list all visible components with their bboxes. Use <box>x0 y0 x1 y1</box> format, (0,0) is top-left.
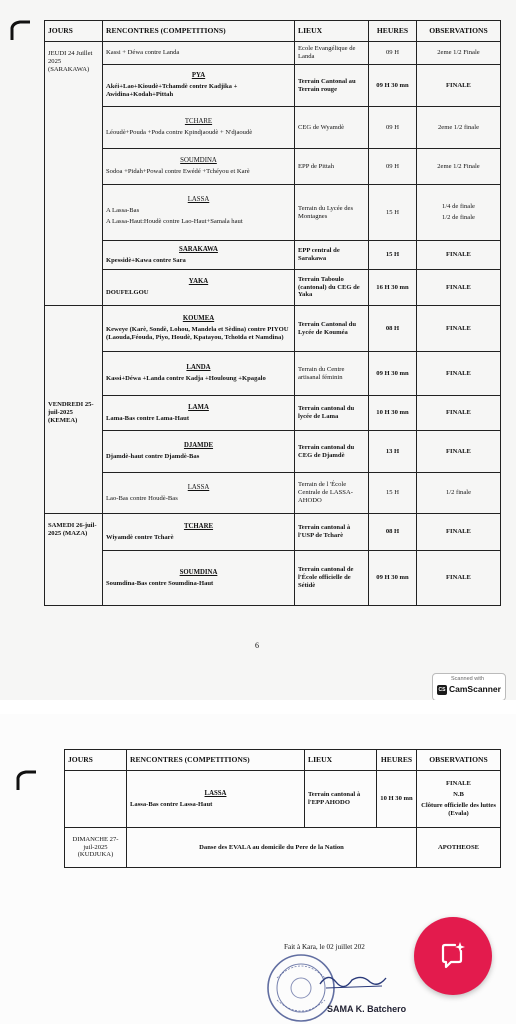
camscanner-logo-icon: CS <box>438 687 446 693</box>
day-cell-jeudi: JEUDI 24 Juillet 2025 (SARAKAWA) <box>45 42 103 306</box>
lieu-cell: EPP central de Sarakawa <box>295 241 369 270</box>
heure-cell: 15 H <box>369 473 417 514</box>
heure-cell: 08 H <box>369 306 417 352</box>
header-observations: OBSERVATIONS <box>417 21 501 42</box>
match-cell: TCHARE Wiyamdè contre Tcharè <box>103 514 295 551</box>
canton-label: LANDA <box>186 364 211 372</box>
canton-label: YAKA <box>188 278 209 286</box>
camscanner-brand: CamScanner <box>449 684 501 694</box>
canton-label: TCHARE <box>184 118 213 126</box>
header-heures: HEURES <box>377 750 417 771</box>
day-cell-dimanche: DIMANCHE 27-juil-2025 (KUDJUKA) <box>65 828 127 868</box>
obs-cell: 1/2 finale <box>417 473 501 514</box>
canton-label: SOUMDINA <box>179 568 218 576</box>
canton-label: LASSA <box>204 789 227 797</box>
heure-cell: 10 H 30 mn <box>369 396 417 431</box>
match-cell: LAMA Lama-Bas contre Lama-Haut <box>103 396 295 431</box>
obs-cell: FINALE <box>417 431 501 473</box>
heure-cell: 08 H <box>369 514 417 551</box>
lieu-cell: Terrain cantonal de l'École officielle de Sétidè <box>295 551 369 606</box>
table-row <box>45 306 501 352</box>
table-row <box>45 352 501 396</box>
handwritten-signature-icon <box>318 970 388 992</box>
canton-label: SARAKAWA <box>179 245 218 253</box>
heure-cell: 09 H 30 mn <box>369 352 417 396</box>
day-cell-empty <box>65 771 127 828</box>
canton-label: LASSA <box>187 483 210 491</box>
header-rencontres: RENCONTRES (COMPETITIONS) <box>103 21 295 42</box>
sparkle-message-icon <box>438 941 468 971</box>
header-heures: HEURES <box>369 21 417 42</box>
match-cell: LASSA A Lassa-Bas A Lassa-Haut:Houdè contre Lao-Haut+Samala haut <box>103 185 295 241</box>
obs-cell: FINALE <box>417 514 501 551</box>
header-lieux: LIEUX <box>295 21 369 42</box>
obs-cell: FINALE N.B Clôture officielle des luttes (Evala) <box>417 771 501 828</box>
table-row <box>45 431 501 473</box>
match-cell: SOUMDINA Soumdina-Bas contre Soumdina-Haut <box>103 551 295 606</box>
obs-cell: FINALE <box>417 306 501 352</box>
table-row <box>65 771 501 828</box>
lieu-cell: Terrain Cantonal du Lycée de Kouméa <box>295 306 369 352</box>
obs-cell: FINALE <box>417 352 501 396</box>
table-row <box>45 42 501 65</box>
table-row <box>45 473 501 514</box>
match-cell: LANDA Kassi+Déwa +Landa contre Kadja +Houloung +Kpagalo <box>103 352 295 396</box>
corner-bracket-mark <box>10 20 32 42</box>
match-cell: TCHARE Léoudè+Pouda +Poda contre Kpindjaoudè + N'djaoudè <box>103 107 295 149</box>
lieu-cell: Terrain Taboulo (cantonal) du CEG de Yaka <box>295 270 369 306</box>
obs-cell: FINALE <box>417 551 501 606</box>
table-row <box>45 149 501 185</box>
obs-cell: FINALE <box>417 65 501 107</box>
match-cell: KOUMEA Keweye (Karè, Sondè, Lohou, Mandela et Sèdina) contre PIYOU (Laouda,Féouda, Piyo, Houdè, Kpatayou, Tchoïda et Namdina) <box>103 306 295 352</box>
match-cell: SOUMDINA Sodoa +Pidah+Powal contre Ewédé +Tchéyou et Karè <box>103 149 295 185</box>
obs-cell: FINALE <box>417 241 501 270</box>
lieu-cell: Terrain du Centre artisanal féminin <box>295 352 369 396</box>
canton-label: LAMA <box>188 403 209 411</box>
header-jours: JOURS <box>65 750 127 771</box>
table-header-row <box>65 750 501 771</box>
heure-cell: 09 H <box>369 149 417 185</box>
day-cell-samedi: SAMEDI 26-juil-2025 (MAZA) <box>45 514 103 606</box>
match-cell: Kassi + Déwa contre Landa <box>103 42 295 65</box>
corner-bracket-mark <box>16 770 38 792</box>
canton-label: DJAMDE <box>183 442 214 450</box>
lieu-cell: Terrain du Lycée des Montagnes <box>295 185 369 241</box>
canton-label: TCHARE <box>183 522 214 530</box>
table-row <box>45 65 501 107</box>
lieu-cell: Terrain cantonal du lycée de Lama <box>295 396 369 431</box>
camscanner-badge <box>432 673 506 701</box>
obs-cell: 1/4 de finale 1/2 de finale <box>417 185 501 241</box>
canton-label: PYA <box>191 72 206 80</box>
match-cell: LASSA Lao-Bas contre Houdè-Bas <box>103 473 295 514</box>
table-row <box>45 107 501 149</box>
obs-cell: 2eme 1/2 finale <box>417 107 501 149</box>
obs-cell: 2eme 1/2 Finale <box>417 149 501 185</box>
table-row <box>45 551 501 606</box>
header-rencontres: RENCONTRES (COMPETITIONS) <box>127 750 305 771</box>
match-cell: LASSA Lassa-Bas contre Lassa-Haut <box>127 771 305 828</box>
header-lieux: LIEUX <box>305 750 377 771</box>
floating-action-button[interactable] <box>414 917 492 995</box>
lieu-cell: Terrain cantonal à l'USP de Tcharè <box>295 514 369 551</box>
obs-cell: FINALE <box>417 270 501 306</box>
table-row <box>45 241 501 270</box>
canton-label: KOUMEA <box>182 315 215 323</box>
obs-cell: FINALE <box>417 396 501 431</box>
page-number: 6 <box>255 641 259 650</box>
day-cell-vendredi: VENDREDI 25-juil-2025 (KEMEA) <box>45 306 103 514</box>
heure-cell: 16 H 30 mn <box>369 270 417 306</box>
match-cell: DJAMDE Djamdè-haut contre Djamdè-Bas <box>103 431 295 473</box>
match-cell: SARAKAWA Kpessidè+Kawa contre Sara <box>103 241 295 270</box>
event-cell: Danse des EVALA au domicile du Pere de la Nation <box>127 828 417 868</box>
heure-cell: 09 H 30 mn <box>369 65 417 107</box>
heure-cell: 10 H 30 mn <box>377 771 417 828</box>
match-cell: YAKA DOUFELGOU <box>103 270 295 306</box>
table-row <box>65 828 501 868</box>
heure-cell: 09 H <box>369 42 417 65</box>
schedule-table-2 <box>64 749 501 868</box>
heure-cell: 15 H <box>369 185 417 241</box>
heure-cell: 09 H 30 mn <box>369 551 417 606</box>
heure-cell: 15 H <box>369 241 417 270</box>
lieu-cell: CEG de Wyamdè <box>295 107 369 149</box>
lieu-cell: Terrain cantonal du CEG de Djamdè <box>295 431 369 473</box>
signatory-name: SAMA K. Batchero <box>327 1004 407 1014</box>
signature-date: Fait à Kara, le 02 juillet 202 <box>284 943 365 951</box>
header-jours: JOURS <box>45 21 103 42</box>
lieu-cell: Ecole Evangélique de Landa <box>295 42 369 65</box>
lieu-cell: Terrain cantonal à l'EPP AHODO <box>305 771 377 828</box>
table-header-row <box>45 21 501 42</box>
canton-label: SOUMDINA <box>180 157 217 165</box>
heure-cell: 09 H <box>369 107 417 149</box>
obs-cell: 2eme 1/2 Finale <box>417 42 501 65</box>
schedule-table-1 <box>44 20 501 606</box>
table-row <box>45 270 501 306</box>
table-row <box>45 185 501 241</box>
match-cell: PYA Akéi+Lao+Kioudè+Tchamdè contre Kadjika + Awidina+Kodah+Pittah <box>103 65 295 107</box>
header-observations: OBSERVATIONS <box>417 750 501 771</box>
canton-label: LASSA <box>187 196 210 204</box>
lieu-cell: Terrain Cantonal au Terrain rouge <box>295 65 369 107</box>
scanned-with-label: Scanned with <box>451 676 485 682</box>
lieu-cell: Terrain de l 'École Centrale de LASSA-AHODO <box>295 473 369 514</box>
lieu-cell: EPP de Pittah <box>295 149 369 185</box>
heure-cell: 13 H <box>369 431 417 473</box>
table-row <box>45 396 501 431</box>
page-gap <box>0 700 516 714</box>
table-row <box>45 514 501 551</box>
obs-cell: APOTHEOSE <box>417 828 501 868</box>
